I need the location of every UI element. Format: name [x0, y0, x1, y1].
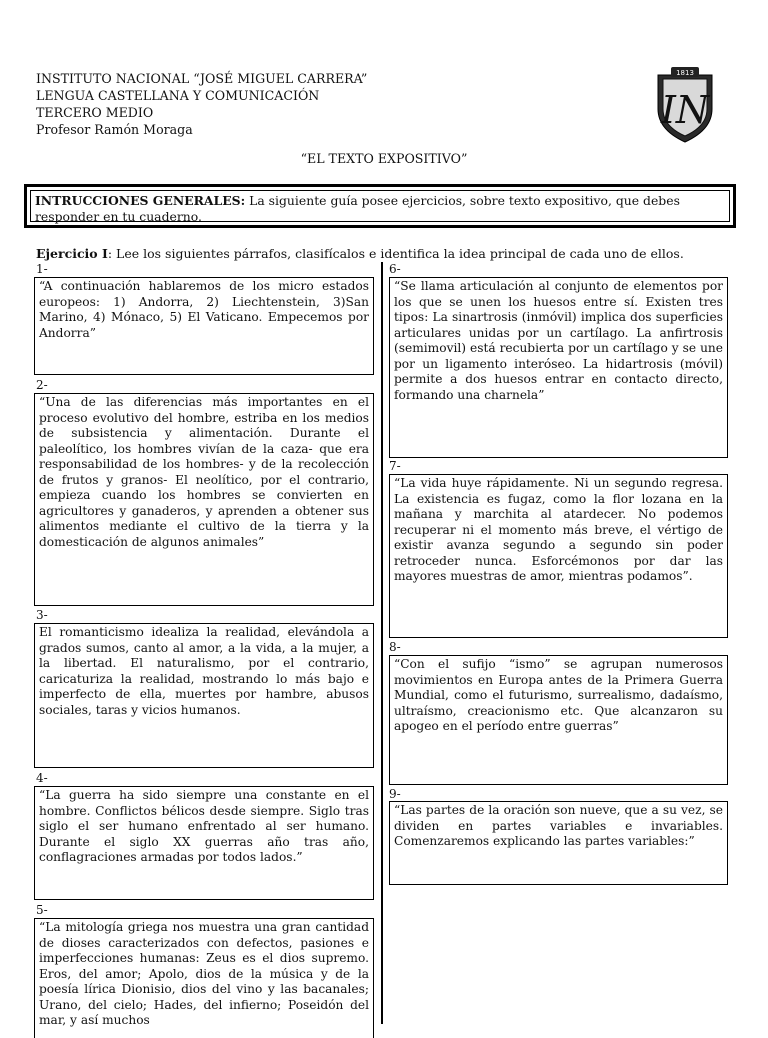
paragraph-number: 9- [389, 787, 401, 801]
paragraph-number: 2- [36, 378, 48, 392]
paragraph-text: “Se llama articulación al conjunto de elementos por los que se unen los huesos entre sí. Existen tres tipos: La sinartrosis (inmóvil) implica dos superficies articulares unidas por un cartílago. La anfirtrosis (semimovil) está recubierta por un cartílago y se une por un ligamento interóseo. La hidartrosis (móvil) permite a dos huesos entrar en contacto directo, formando una charnela” [394, 279, 723, 402]
instructions-box [24, 184, 736, 228]
paragraph-text: “A continuación hablaremos de los micro estados europeos: 1) Andorra, 2) Liechtenstein, 3)San Marino, 4) Mónaco, 5) El Vaticano. Empecemos por Andorra” [39, 279, 369, 340]
instructions-label: INTRUCCIONES GENERALES: [35, 193, 246, 208]
column-divider [381, 262, 383, 1024]
svg-text:IN: IN [660, 88, 710, 132]
paragraph-number: 5- [36, 903, 48, 917]
instructions-text: La siguiente guía posee ejercicios, sobre texto expositivo, que debes responder en tu cuaderno. [35, 193, 680, 224]
paragraph-box-1 [34, 277, 374, 375]
paragraph-box-5 [34, 918, 374, 1038]
exercise-label: Ejercicio I [36, 246, 108, 261]
paragraph-box-3 [34, 623, 374, 768]
paragraph-number: 1- [36, 262, 48, 276]
paragraph-number: 6- [389, 262, 401, 276]
paragraph-box-9 [389, 801, 728, 885]
exercise-heading [36, 246, 684, 261]
paragraph-number: 4- [36, 771, 48, 785]
paragraph-text: “La guerra ha sido siempre una constante en el hombre. Conflictos bélicos desde siempre. Siglo tras siglo el ser humano enfrentado al ser humano. Durante el siglo XX guerras año tras año, conflagraciones armadas por todos lados.” [39, 788, 369, 864]
exercise-text: : Lee los siguientes párrafos, clasifícalos e identifica la idea principal de cada uno de ellos. [107, 246, 684, 261]
paragraph-number: 3- [36, 608, 48, 622]
paragraph-box-8 [389, 655, 728, 785]
document-title: “EL TEXTO EXPOSITIVO” [300, 151, 468, 166]
paragraph-text: “Una de las diferencias más importantes en el proceso evolutivo del hombre, estriba en los medios de subsistencia y alimentación. Durante el paleolítico, los hombres vivían de la caza- que era responsabilidad de los hombres- y de la recolección de frutos y granos- El neolítico, por el contrario, empieza cuando los hombres se convierten en agricultores y ganaderos, y aprenden a obtener sus alimentos mediante el cultivo de la tierra y la domesticación de algunos animales” [39, 395, 369, 549]
paragraph-box-2 [34, 393, 374, 606]
svg-text:1813: 1813 [676, 69, 694, 77]
department-name: LENGUA CASTELLANA Y COMUNICACIÓN [36, 88, 320, 103]
institution-name: INSTITUTO NACIONAL “JOSÉ MIGUEL CARRERA” [36, 71, 368, 86]
paragraph-text: “La vida huye rápidamente. Ni un segundo regresa. La existencia es fugaz, como la flor lozana en la mañana y marchita al atardecer. No podemos recuperar ni el momento más breve, el vértigo de existir avanza segundo a segundo sin poder retroceder nunca. Esforcémonos por dar las mayores muestras de amor, mientras podamos”. [394, 476, 723, 583]
paragraph-text: “Con el sufijo “ismo” se agrupan numerosos movimientos en Europa antes de la Primera Guerra Mundial, como el futurismo, surrealismo, dadaísmo, ultraísmo, creacionismo etc. Que alcanzaron su apogeo en el período entre guerras” [394, 657, 723, 733]
teacher-name: Profesor Ramón Moraga [36, 122, 193, 137]
paragraph-text: El romanticismo idealiza la realidad, elevándola a grados sumos, canto al amor, a la vida, a la mujer, a la libertad. El naturalismo, por el contrario, caricaturiza la realidad, mostrando lo más bajo e imperfecto de ella, muertes por hambre, abusos sociales, taras y vicios humanos. [39, 625, 369, 717]
paragraph-number: 8- [389, 640, 401, 654]
paragraph-box-4 [34, 786, 374, 900]
document-header [36, 70, 367, 138]
course-level: TERCERO MEDIO [36, 105, 154, 120]
paragraph-number: 7- [389, 459, 401, 473]
school-crest-logo [652, 63, 718, 143]
paragraph-text: “Las partes de la oración son nueve, que a su vez, se dividen en partes variables e invariables. Comenzaremos explicando las partes variables:” [394, 803, 723, 848]
paragraph-box-7 [389, 474, 728, 638]
paragraph-box-6 [389, 277, 728, 458]
paragraph-text: “La mitología griega nos muestra una gran cantidad de dioses caracterizados con defectos, pasiones e imperfecciones humanas: Zeus es el dios supremo. Eros, del amor; Apolo, dios de la música y de la poesía lírica Dionisio, dios del vino y las bacanales; Urano, del cielo; Hades, del infierno; Poseidón del mar, y así muchos [39, 920, 369, 1027]
